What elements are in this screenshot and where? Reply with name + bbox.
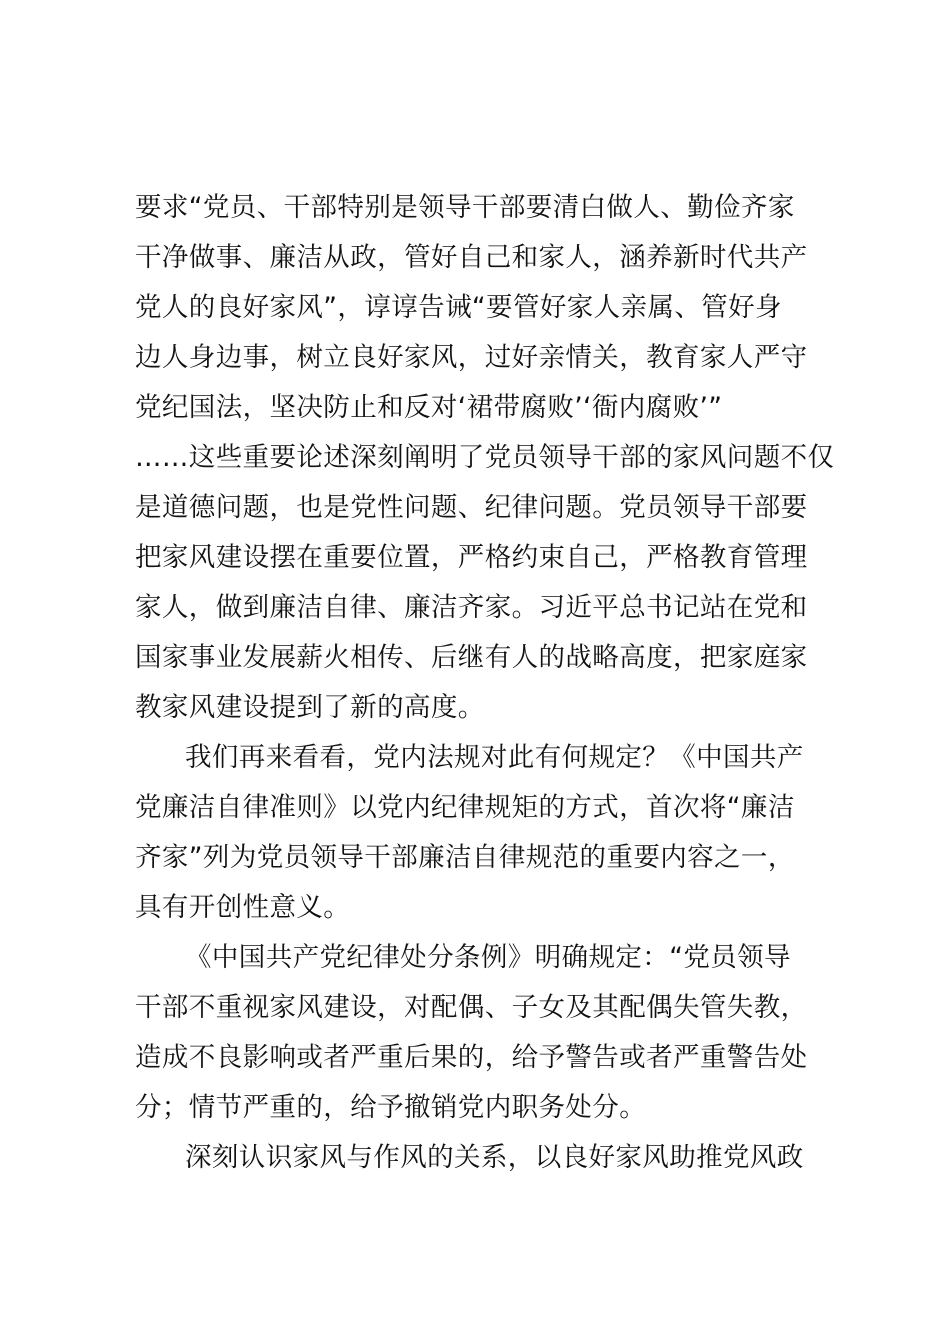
text-line: ……这些重要论述深刻阐明了党员领导干部的家风问题不仅 — [135, 442, 835, 473]
text-line: 把家风建设摆在重要位置，严格约束自己，严格教育管理 — [135, 542, 808, 573]
text-line: 家人，做到廉洁自律、廉洁齐家。习近平总书记站在党和 — [135, 592, 808, 623]
text-line: 是道德问题，也是党性问题、纪律问题。党员领导干部要 — [135, 492, 808, 523]
text-line: 国家事业发展薪火相传、后继有人的战略高度，把家庭家 — [135, 642, 808, 673]
paragraph-first-line: 《中国共产党纪律处分条例》明确规定：“党员领导 — [185, 942, 791, 973]
text-line: 党纪国法，坚决防止和反对‘裙带腐败’‘衙内腐败’” — [135, 392, 723, 423]
paragraph-first-line: 我们再来看看，党内法规对此有何规定？《中国共产 — [185, 742, 804, 773]
text-line: 边人身边事，树立良好家风，过好亲情关，教育家人严守 — [135, 342, 808, 373]
paragraph-first-line: 深刻认识家风与作风的关系，以良好家风助推党风政 — [185, 1142, 804, 1173]
text-line: 干部不重视家风建设，对配偶、子女及其配偶失管失教， — [135, 992, 808, 1023]
text-line: 党人的良好家风”，谆谆告诫“要管好家人亲属、管好身 — [135, 292, 782, 323]
text-line: 具有开创性意义。 — [135, 892, 351, 923]
text-line: 造成不良影响或者严重后果的，给予警告或者严重警告处 — [135, 1042, 808, 1073]
text-line: 干净做事、廉洁从政，管好自己和家人，涵养新时代共产 — [135, 242, 808, 273]
document-body — [135, 183, 835, 1183]
text-line: 党廉洁自律准则》以党内纪律规矩的方式，首次将“廉洁 — [135, 792, 795, 823]
text-line: 教家风建设提到了新的高度。 — [135, 692, 485, 723]
text-line: 齐家”列为党员领导干部廉洁自律规范的重要内容之一， — [135, 842, 795, 873]
text-line: 分；情节严重的，给予撤销党内职务处分。 — [135, 1092, 647, 1123]
text-line: 要求“党员、干部特别是领导干部要清白做人、勤俭齐家 — [135, 192, 795, 223]
